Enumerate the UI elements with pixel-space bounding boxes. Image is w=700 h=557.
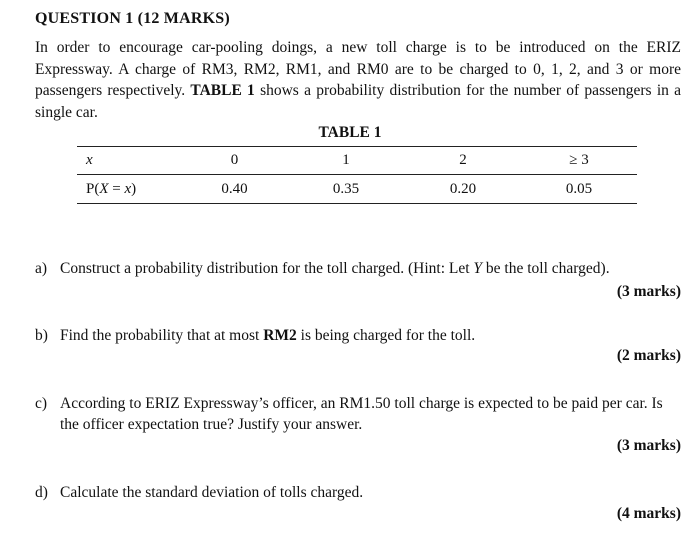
question-part-d [35,482,681,503]
part-c-label: c) [35,395,48,412]
prob-label-suffix: ) [131,180,137,197]
probability-table [77,146,637,204]
table-reference: TABLE 1 [190,82,255,99]
part-b-bold: RM2 [263,327,297,344]
part-d-label: d) [35,484,48,501]
probability-value: 0.20 [405,175,521,204]
row-label-x: x [77,147,182,175]
prob-label-prefix: P( [86,180,100,197]
x-value: 1 [287,147,405,175]
part-a-label: a) [35,260,48,277]
part-c-marks: (3 marks) [616,437,681,454]
question-intro [35,37,681,123]
part-b-marks: (2 marks) [616,347,681,364]
probability-value: 0.05 [521,175,637,204]
probability-value: 0.35 [287,175,405,204]
question-part-b [35,325,681,346]
question-heading: QUESTION 1 (12 MARKS) [35,10,230,27]
part-c-text: According to ERIZ Expressway’s officer, an RM1.50 toll charge is expected to be paid per car. Is the officer expectation true? Justify your answer. [60,395,663,433]
part-d-marks: (4 marks) [616,505,681,522]
intro-text-continued: shows a probability distribution for the number of passengers in a single car. [35,82,682,121]
x-value: 0 [182,147,287,175]
part-a-text-before: Construct a probability distribution for the toll charged. (Hint: Let [60,260,474,277]
question-part-c [35,393,681,435]
prob-label-var: X [99,180,109,197]
part-b-text [60,325,681,346]
question-part-a [35,258,681,279]
part-b-label: b) [35,327,48,344]
intro-text: In order to encourage car-pooling doings, a new toll charge is to be introduced on the ERIZ Expressway. A charge of RM3, RM2, RM1, and RM0 are to be charged to 0, 1, 2, and 3 or more passengers respectively. [35,39,681,99]
part-b-text-before: Find the probability that at most [60,327,264,344]
prob-label-mid: = [108,180,125,197]
table-row-x [77,147,637,175]
part-d-text: Calculate the standard deviation of tolls charged. [60,484,364,501]
part-a-variable: Y [473,260,483,277]
x-value: 2 [405,147,521,175]
part-a-text [60,258,681,279]
part-b-text-after: is being charged for the toll. [296,327,476,344]
x-value: ≥ 3 [521,147,637,175]
table-row-probability [77,175,637,204]
prob-label-var2: x [124,180,132,197]
table-caption: TABLE 1 [318,124,382,141]
probability-value: 0.40 [182,175,287,204]
row-label-probability [77,175,182,204]
part-a-marks: (3 marks) [616,283,681,300]
part-a-text-after: be the toll charged). [482,260,610,277]
